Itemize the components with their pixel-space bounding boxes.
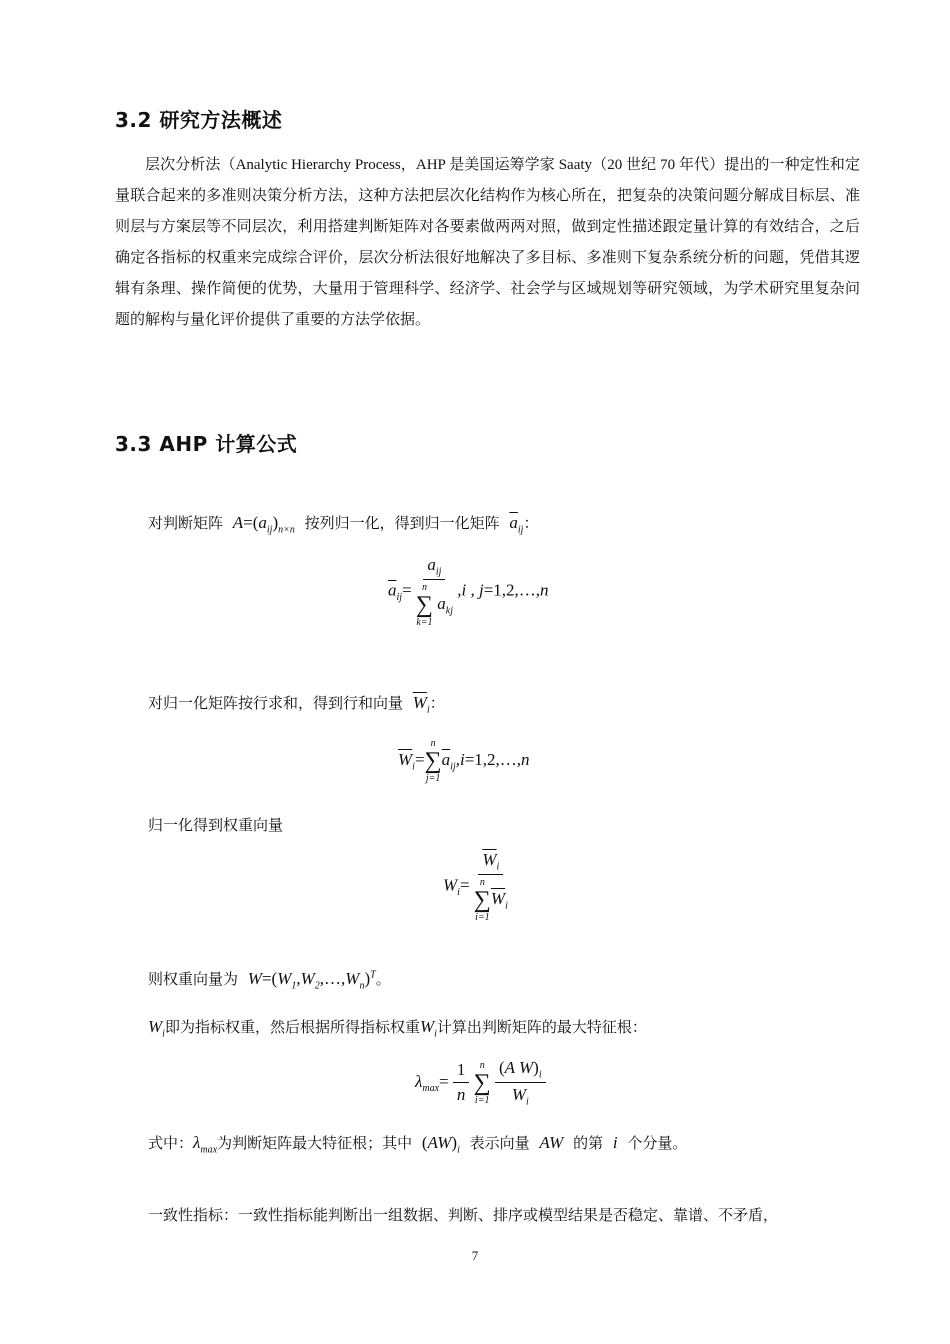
- step1-line: [148, 512, 538, 535]
- max-eigenvalue-formula: $\lambda_{max}=$ $\frac{1}{n}$ n ∑ i=1 $\frac{(A W)_i}{W_i}$: [415, 1058, 546, 1108]
- matrix-a-formula: $A=(a_{ij})_{n\times n}$: [232, 513, 295, 536]
- step5-text-b: 计算出判断矩阵的最大特征根：: [436, 1020, 647, 1036]
- step6-text-b: 为判断矩阵最大特征根；其中: [217, 1136, 413, 1152]
- section-heading-3-3: 3.3 AHP 计算公式: [115, 432, 298, 456]
- step6-line: [148, 1132, 687, 1155]
- step1-middle-text: 按列归一化，得到归一化矩阵: [304, 516, 500, 532]
- step3-line: 归一化得到权重向量: [148, 818, 284, 834]
- lambda-max-symbol: $\lambda_{max}$: [193, 1133, 218, 1156]
- step2-suffix-text: ：: [429, 696, 445, 712]
- step2-text: 对归一化矩阵按行求和，得到行和向量: [148, 696, 404, 712]
- normalization-fraction: $a_{ij}$ n ∑ k=1 $a_{kj}$: [415, 555, 453, 629]
- i-symbol: i: [612, 1133, 618, 1152]
- step6-text-c: 表示向量: [469, 1136, 530, 1152]
- weight-vector-expression: $W=(W_1,W_2,\dots,W_n)^T$: [247, 969, 376, 992]
- weight-fraction: $\overline{W}_i$ n ∑ i=1 $\overline{W}_i$: [473, 850, 508, 924]
- step6-text-d: 的第: [573, 1136, 604, 1152]
- step5-line: [148, 1016, 647, 1039]
- aw-symbol: AW: [539, 1133, 564, 1152]
- one-over-n-fraction: $\frac{1}{n}$: [453, 1060, 470, 1105]
- row-sum-vector-symbol: $\overline{W}_i$: [412, 693, 430, 716]
- step6-text-e: 个分量。: [627, 1136, 688, 1152]
- aw-i-symbol: $(AW)_i$: [421, 1133, 460, 1156]
- wi-symbol-2: $W_i$: [419, 1017, 437, 1040]
- column-normalization-formula: $\overline{a}_{ij}=$ $a_{ij}$ n ∑ k=1 $a_{kj}$ ,i , j=1,2,…,n: [388, 555, 549, 629]
- normalized-matrix-symbol: $\overline{a}_{ij}$: [509, 513, 524, 536]
- ahp-overview-paragraph: 层次分析法（Analytic Hierarchy Process，AHP 是美国运筹学家 Saaty（20 世纪 70 年代）提出的一种定性和定量联合起来的多准则决策分析方法，这种方法把层次化结构作为核心所在，把复杂的决策问题分解成目标层、准则层与方案层等不同层次，利用搭建判断矩阵对各要素做两两对照，做到定性描述跟定量计算的有效结合，之后确定各指标的权重来完成综合评价，层次分析法很好地解决了多目标、多准则下复杂系统分析的问题，凭借其逻辑有条理、操作简便的优势，大量用于管理科学、经济学、社会学与区域规划等研究领域，为学术研究里复杂问题的解构与量化评价提供了重要的方法学依据。: [115, 157, 860, 328]
- step5-text-a: 即为指标权重，然后根据所得指标权重: [164, 1020, 420, 1036]
- step4-line: [148, 968, 391, 991]
- consistency-index-line: 一致性指标：一致性指标能判断出一组数据、判断、排序或模型结果是否稳定、靠谱、不矛盾，: [148, 1208, 779, 1224]
- row-sum-formula: $\overline{W}_i=$ n ∑ j=1 $\overline{a}_{ij},i=1,2,\dots,n$: [398, 738, 530, 784]
- weight-vector-formula: $W_i=$ $\overline{W}_i$ n ∑ i=1 $\overline{W}_i$: [443, 850, 508, 924]
- section-heading-3-2: 3.2 研究方法概述: [115, 108, 283, 132]
- step6-text-a: 式中：: [148, 1136, 194, 1152]
- aw-over-w-fraction: $\frac{(A W)_i}{W_i}$: [495, 1058, 546, 1108]
- page-number: 7: [471, 1248, 479, 1263]
- step4-suffix-text: 。: [375, 972, 391, 988]
- wi-symbol: $W_i$: [148, 1017, 165, 1040]
- step4-prefix-text: 则权重向量为: [148, 972, 239, 988]
- step1-prefix-text: 对判断矩阵: [148, 516, 224, 532]
- step2-line: [148, 692, 445, 715]
- step1-suffix-text: ：: [523, 516, 539, 532]
